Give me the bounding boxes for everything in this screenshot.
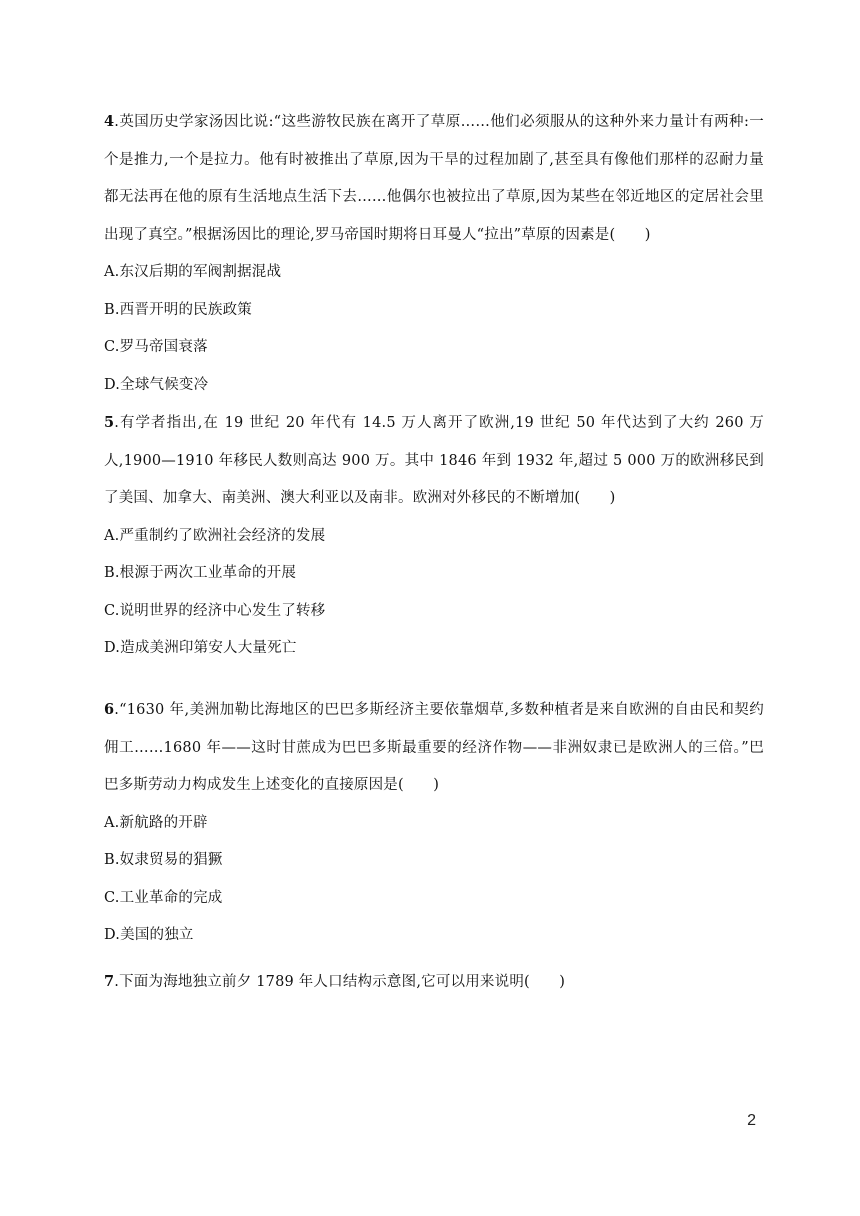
option-d: D.造成美洲印第安人大量死亡 [104, 640, 297, 656]
question-text: “1630 年,美洲加勒比海地区的巴巴多斯经济主要依靠烟草,多数种植者是来自欧洲的自由民和契约佣工……1680 年——这时甘蔗成为巴巴多斯最重要的经济作物——非洲奴隶已是欧洲人的三倍。”巴巴多斯劳动力构成发生上述变化的直接原因是( ) [104, 702, 764, 793]
option-a: A.新航路的开辟 [104, 814, 208, 831]
question-number: 6 [104, 701, 115, 718]
option-d: D.全球气候变冷 [104, 376, 209, 393]
option-b: B.奴隶贸易的猖獗 [104, 852, 223, 868]
option-a: A.严重制约了欧洲社会经济的发展 [104, 527, 326, 544]
question-stem: 6.“1630 年,美洲加勒比海地区的巴巴多斯经济主要依靠烟草,多数种植者是来自欧洲的自由民和契约佣工……1680 年——这时甘蔗成为巴巴多斯最重要的经济作物——非洲奴隶已是欧洲人的三倍。”巴巴多斯劳动力构成发生上述变化的直接原因是( ) [104, 701, 764, 793]
question-7 [104, 963, 764, 1002]
option-c: C.工业革命的完成 [104, 889, 223, 906]
option-c: C.罗马帝国衰落 [104, 339, 208, 355]
question-text: 英国历史学家汤因比说:“这些游牧民族在离开了草原……他们必须服从的这种外来力量计有两种:一个是推力,一个是拉力。他有时被推出了草原,因为干旱的过程加剧了,甚至具有像他们那样的忍耐力量都无法再在他的原有生活地点生活下去……他偶尔也被拉出了草原,因为某些在邻近地区的定居社会里出现了真空。”根据汤因比的理论,罗马帝国时期将日耳曼人“拉出”草原的因素是( ) [104, 114, 764, 243]
question-text: 有学者指出,在 19 世纪 20 年代有 14.5 万人离开了欧洲,19 世纪 50 年代达到了大约 260 万人,1900—1910 年移民人数则高达 900 万。其中 1846 年到 1932 年,超过 5 000 万的欧洲移民到了美国、加拿大、南美洲、澳大利亚以及南非。欧洲对外移民的不断增加( ) [104, 415, 764, 506]
option-b: B.根源于两次工业革命的开展 [104, 565, 297, 581]
question-number: 4 [104, 113, 115, 130]
option-a: A.东汉后期的军阀割据混战 [104, 264, 282, 280]
question-5 [104, 404, 764, 668]
option-b: B.西晋开明的民族政策 [104, 301, 252, 318]
question-stem: 5.有学者指出,在 19 世纪 20 年代有 14.5 万人离开了欧洲,19 世纪 50 年代达到了大约 260 万人,1900—1910 年移民人数则高达 900 万。其中 1846 年到 1932 年,超过 5 000 万的欧洲移民到了美国、加拿大、南美洲、澳大利亚以及南非。欧洲对外移民的不断增加( ) [104, 414, 764, 506]
question-6 [104, 691, 764, 955]
question-4 [104, 103, 764, 404]
question-stem: 4.英国历史学家汤因比说:“这些游牧民族在离开了草原……他们必须服从的这种外来力量计有两种:一个是推力,一个是拉力。他有时被推出了草原,因为干旱的过程加剧了,甚至具有像他们那样的忍耐力量都无法再在他的原有生活地点生活下去……他偶尔也被拉出了草原,因为某些在邻近地区的定居社会里出现了真空。”根据汤因比的理论,罗马帝国时期将日耳曼人“拉出”草原的因素是( ) [104, 113, 764, 243]
question-number: 7 [104, 973, 115, 990]
question-number: 5 [104, 414, 115, 431]
question-text: 下面为海地独立前夕 1789 年人口结构示意图,它可以用来说明( ) [119, 974, 566, 990]
option-d: D.美国的独立 [104, 927, 194, 943]
question-stem: 7.下面为海地独立前夕 1789 年人口结构示意图,它可以用来说明( ) [104, 973, 566, 990]
page-number: 2 [747, 1112, 756, 1129]
option-c: C.说明世界的经济中心发生了转移 [104, 602, 326, 619]
